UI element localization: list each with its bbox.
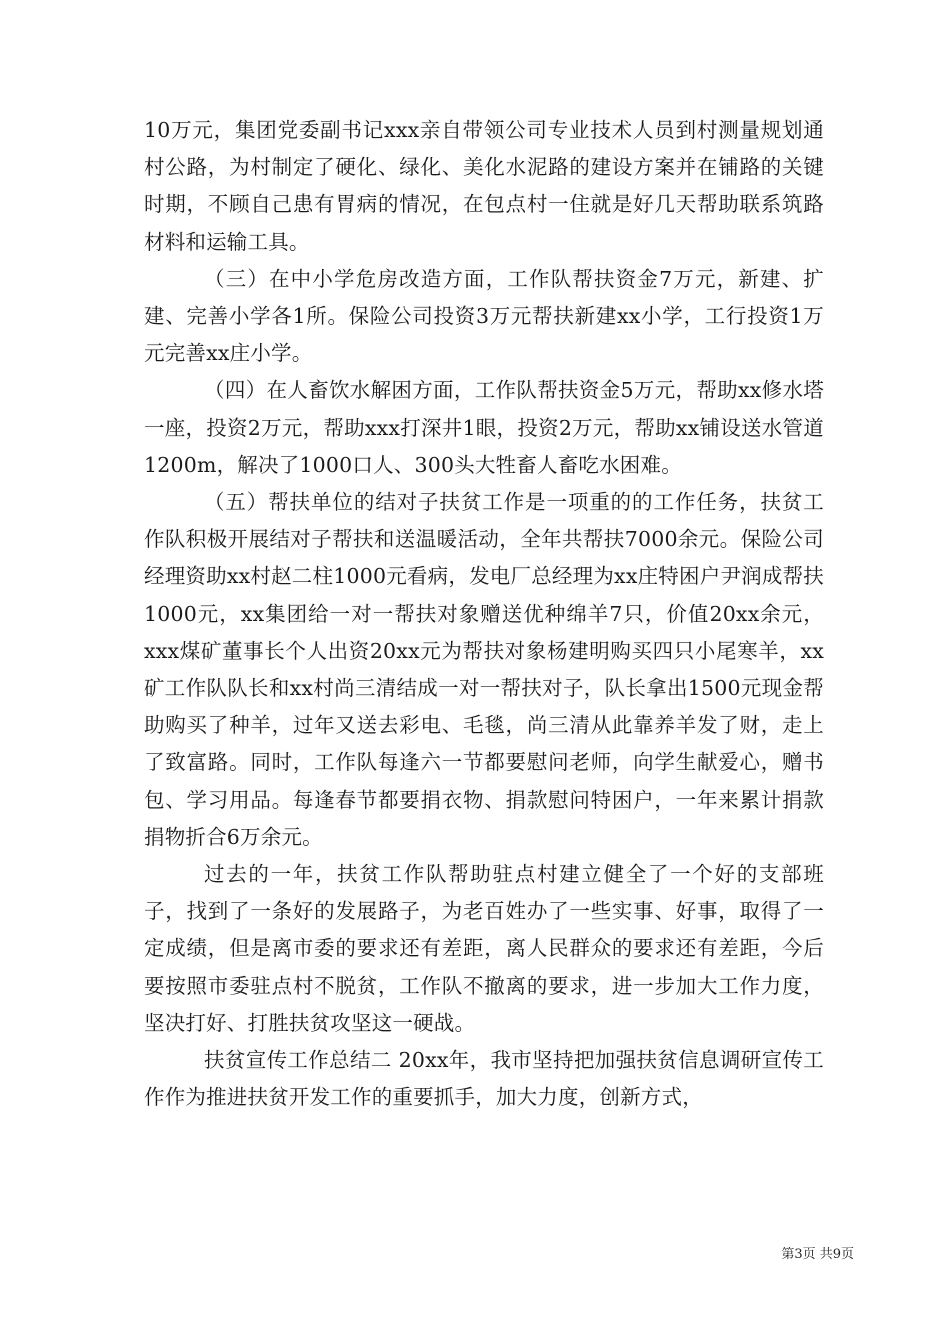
paragraph-section-five: （五）帮扶单位的结对子扶贫工作是一项重的的工作任务，扶贫工作队积极开展结对子帮扶和送温暖活动，全年共帮扶7000余元。保险公司经理资助xx村赵二柱1000元看病，发电厂总经理为xx庄特困户尹润成帮扶1000元，xx集团给一对一帮扶对象赠送优种绵羊7只，价值20xx余元，xxx煤矿董事长个人出资20xx元为帮扶对象杨建明购买四只小尾寒羊，xx矿工作队队长和xx村尚三清结成一对一帮扶对子，队长拿出1500元现金帮助购买了种羊，过年又送去彩电、毛毯，尚三清从此靠养羊发了财，走上了致富路。同时，工作队每逢六一节都要慰问老师，向学生献爱心，赠书包、学习用品。每逢春节都要捐衣物、捐款慰问特困户，一年来累计捐款捐物折合6万余元。: [144, 490, 824, 849]
document-body: [144, 112, 824, 1116]
paragraph-section-three: （三）在中小学危房改造方面，工作队帮扶资金7万元，新建、扩建、完善小学各1所。保险公司投资3万元帮扶新建xx小学，工行投资1万元完善xx庄小学。: [144, 266, 824, 366]
paragraph-summary: 过去的一年，扶贫工作队帮助驻点村建立健全了一个好的支部班子，找到了一条好的发展路子，为老百姓办了一些实事、好事，取得了一定成绩，但是离市委的要求还有差距，离人民群众的要求还有差距，今后要按照市委驻点村不脱贫，工作队不撤离的要求，进一步加大工作力度，坚决打好、打胜扶贫攻坚这一硬战。: [144, 862, 824, 1035]
paragraph-summary-two: 扶贫宣传工作总结二 20xx年，我市坚持把加强扶贫信息调研宣传工作作为推进扶贫开发工作的重要抓手，加大力度，创新方式，: [144, 1048, 824, 1110]
paragraph-section-four: （四）在人畜饮水解困方面，工作队帮扶资金5万元，帮助xx修水塔一座，投资2万元，帮助xxx打深井1眼，投资2万元，帮助xx铺设送水管道1200m，解决了1000口人、300头大牲畜人畜吃水困难。: [144, 378, 824, 477]
page-number: 第3页 共9页: [781, 1247, 854, 1262]
paragraph-continuation: 10万元，集团党委副书记xxx亲自带领公司专业技术人员到村测量规划通村公路，为村制定了硬化、绿化、美化水泥路的建设方案并在铺路的关键时期，不顾自己患有胃病的情况，在包点村一住就是好几天帮助联系筑路材料和运输工具。: [144, 118, 824, 254]
